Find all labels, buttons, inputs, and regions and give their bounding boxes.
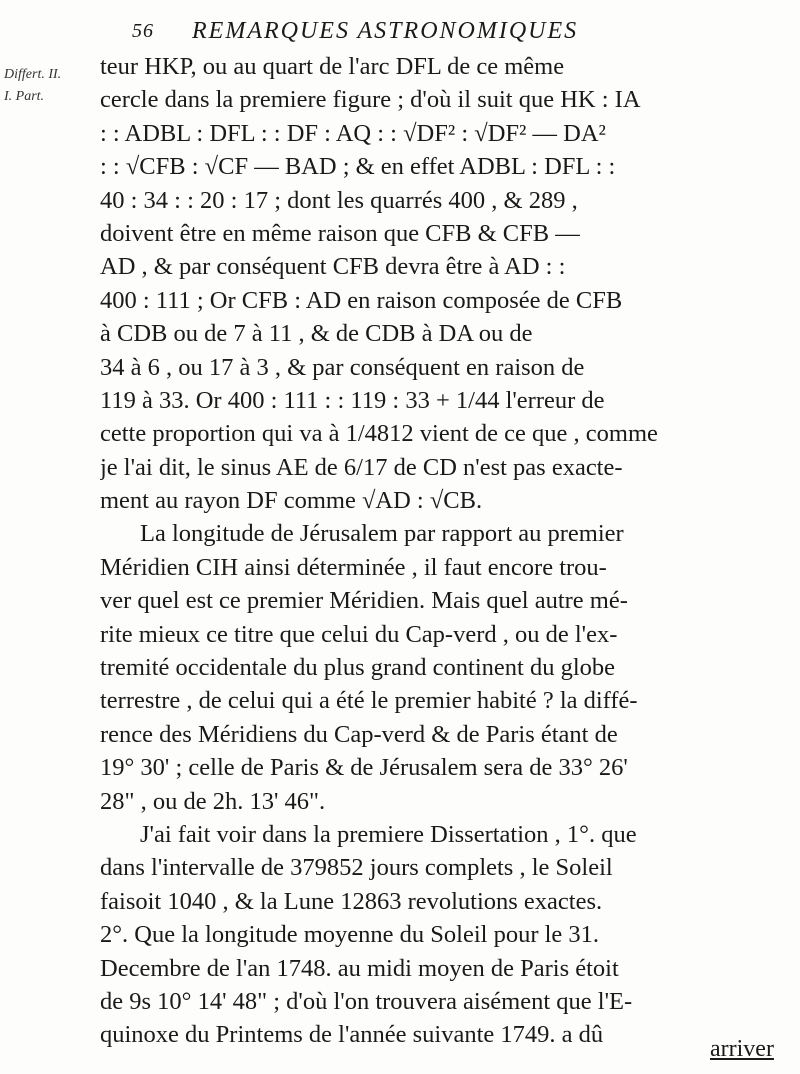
text-line: 119 à 33. Or 400 : 111 : : 119 : 33 + 1/44 l'erreur de (100, 386, 605, 414)
text-line: 400 : 111 ; Or CFB : AD en raison composée de CFB (100, 286, 623, 314)
text-line: à CDB ou de 7 à 11 , & de CDB à DA ou de (100, 320, 533, 348)
margin-note-line-2: I. Part. (4, 89, 45, 104)
page-number: 56 (132, 20, 154, 42)
text-line: 2°. Que la longitude moyenne du Soleil pour le 31. (100, 921, 600, 949)
text-line: : : √CFB : √CF — BAD ; & en effet ADBL : DFL : : (100, 153, 616, 181)
text-line: doivent être en même raison que CFB & CFB — (100, 219, 580, 247)
text-line: teur HKP, ou au quart de l'arc DFL de ce même (100, 53, 565, 80)
text-line: rence des Méridiens du Cap-verd & de Paris étant de (100, 720, 618, 748)
paragraph-start-line: J'ai fait voir dans la premiere Dissertation , 1°. que (140, 820, 637, 848)
body-text (100, 50, 790, 1052)
text-line: 19° 30' ; celle de Paris & de Jérusalem sera de 33° 26' (100, 754, 628, 782)
text-line: cercle dans la premiere figure ; d'où il suit que HK : IA (100, 86, 641, 114)
text-line: 28" , ou de 2h. 13' 46". (100, 787, 326, 815)
margin-note-line-1: Differt. II. (4, 67, 62, 82)
running-title: REMARQUES ASTRONOMIQUES (192, 18, 579, 44)
text-line: : : ADBL : DFL : : DF : AQ : : √DF² : √DF² — DA² (100, 119, 606, 147)
text-line: AD , & par conséquent CFB devra être à AD : : (100, 253, 566, 281)
text-line: 40 : 34 : : 20 : 17 ; dont les quarrés 400 , & 289 , (100, 186, 578, 214)
text-line: tremité occidentale du plus grand continent du globe (100, 654, 616, 682)
text-line: je l'ai dit, le sinus AE de 6/17 de CD n'est pas exacte- (100, 453, 623, 481)
text-line: ment au rayon DF comme √AD : √CB. (100, 487, 483, 515)
text-line: dans l'intervalle de 379852 jours complets , le Soleil (100, 854, 613, 882)
text-line: rite mieux ce titre que celui du Cap-verd , ou de l'ex- (100, 620, 618, 648)
text-line: 34 à 6 , ou 17 à 3 , & par conséquent en raison de (100, 353, 585, 381)
text-line: ver quel est ce premier Méridien. Mais quel autre mé- (100, 587, 628, 615)
paragraph-start-line: La longitude de Jérusalem par rapport au premier (140, 520, 624, 548)
text-line: cette proportion qui va à 1/4812 vient de ce que , comme (100, 420, 658, 448)
catchword: arriver (710, 1036, 774, 1062)
text-line: terrestre , de celui qui a été le premier habité ? la diffé- (100, 687, 638, 715)
text-line: Decembre de l'an 1748. au midi moyen de Paris étoit (100, 954, 619, 982)
text-line: Méridien CIH ainsi déterminée , il faut encore trou- (100, 553, 607, 581)
text-line: faisoit 1040 , & la Lune 12863 revolutions exactes. (100, 887, 603, 915)
margin-note (4, 64, 84, 108)
text-line: quinoxe du Printems de l'année suivante 1749. a dû (100, 1021, 604, 1049)
text-line: de 9s 10° 14' 48" ; d'où l'on trouvera aisément que l'E- (100, 987, 633, 1015)
